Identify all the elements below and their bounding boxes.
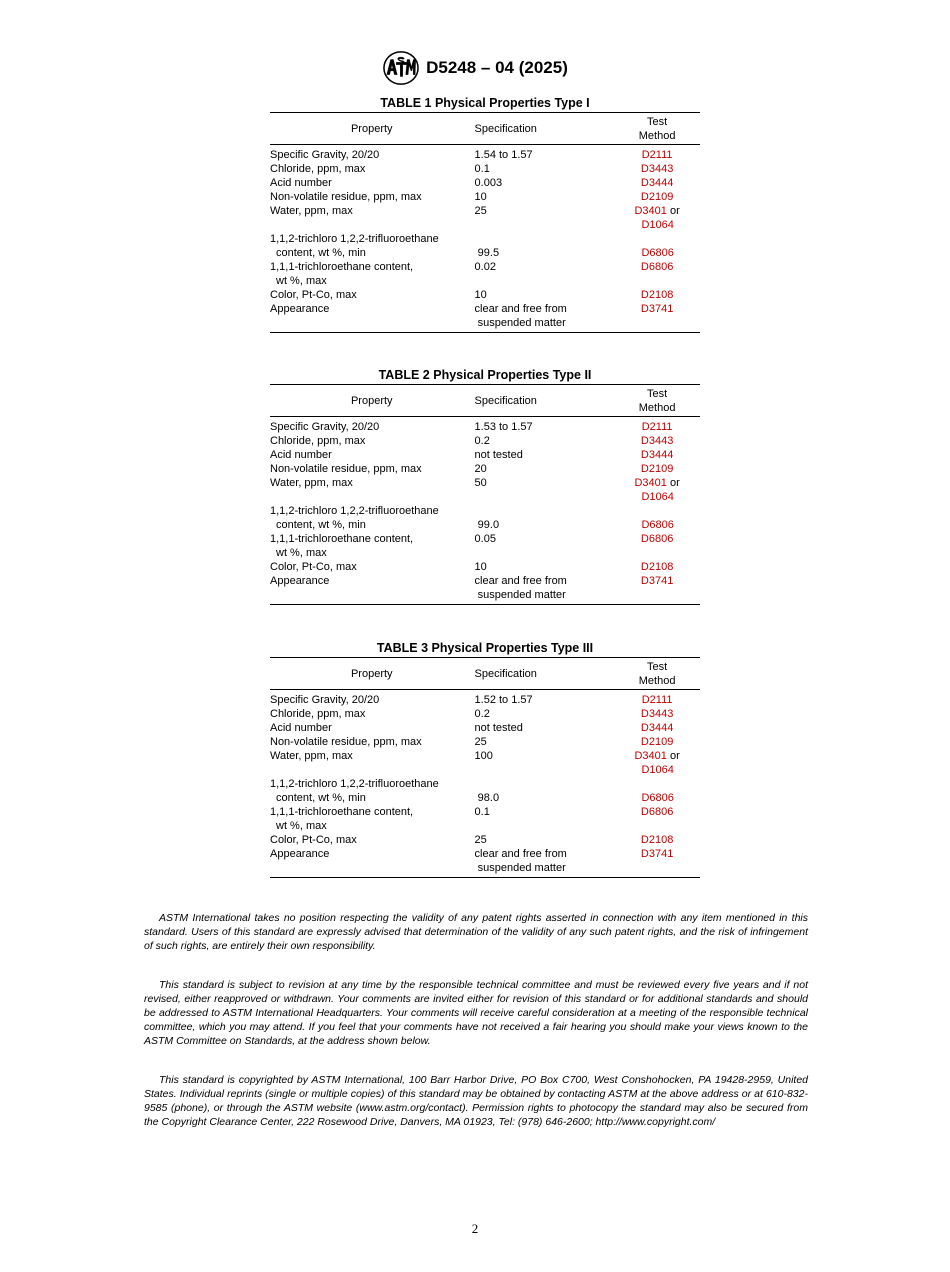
table-row — [270, 176, 700, 190]
table-row-line — [270, 232, 700, 246]
table-row — [270, 190, 700, 204]
test-method-cell — [615, 518, 700, 532]
table-body — [270, 690, 700, 875]
test-method-link[interactable]: D3401 — [634, 477, 667, 489]
property-cell: 1,1,1-trichloroethane content, — [270, 806, 414, 818]
test-method-cell — [614, 504, 700, 518]
specification-cell: 10 — [474, 561, 487, 573]
test-method-link[interactable]: D1064 — [641, 491, 674, 503]
property-cell: Specific Gravity, 20/20 — [270, 421, 380, 433]
table-row — [270, 777, 700, 805]
property-cell: Acid number — [270, 449, 332, 461]
property-cell — [270, 490, 477, 504]
test-method-cell — [614, 735, 700, 749]
test-method-suffix: or — [666, 750, 680, 762]
specification-cell: 10 — [474, 191, 487, 203]
specification-cell: 25 — [474, 834, 487, 846]
properties-table-3 — [270, 639, 700, 878]
specification-cell — [477, 218, 616, 232]
table-row-line — [270, 274, 700, 288]
specification-cell: suspended matter — [477, 317, 566, 329]
specification-cell: 100 — [474, 750, 493, 762]
table-row-line — [270, 434, 700, 448]
table-row-line — [270, 190, 700, 204]
table-row — [270, 462, 700, 476]
properties-table-1 — [270, 94, 700, 333]
specification-cell: 98.0 — [477, 792, 500, 804]
column-header-test-method-line: Test — [647, 387, 668, 400]
column-header-test-method — [614, 660, 700, 688]
column-header-test-method-line: Test — [647, 660, 668, 673]
table-header-row — [270, 385, 700, 417]
specification-cell: 20 — [474, 463, 487, 475]
test-method-cell — [615, 791, 700, 805]
table-row-line — [270, 148, 700, 162]
table-row — [270, 693, 700, 707]
property-cell: Water, ppm, max — [270, 750, 353, 762]
table-row-line — [270, 302, 700, 316]
table-row — [270, 162, 700, 176]
test-method-cell — [615, 490, 700, 504]
specification-cell — [477, 546, 616, 560]
specification-cell — [474, 777, 615, 791]
test-method-link[interactable]: D6806 — [640, 806, 674, 818]
table-row-line — [270, 721, 700, 735]
table-row — [270, 204, 700, 232]
test-method-link[interactable]: D3444 — [640, 449, 674, 461]
test-method-cell — [614, 176, 700, 190]
property-cell: Color, Pt-Co, max — [270, 561, 357, 573]
table-row — [270, 476, 700, 504]
table-title: TABLE 1 Physical Properties Type I — [380, 96, 590, 110]
specification-cell: 1.53 to 1.57 — [474, 421, 533, 433]
table-row-line — [270, 176, 700, 190]
property-cell: Chloride, ppm, max — [270, 163, 366, 175]
specification-cell: 99.0 — [477, 519, 500, 531]
specification-cell — [474, 504, 615, 518]
table-row-line — [270, 420, 700, 434]
test-method-link[interactable]: D2111 — [641, 421, 673, 433]
table-bottom-rule — [270, 332, 700, 333]
specification-cell: 0.05 — [474, 533, 496, 545]
astm-logo-icon — [382, 50, 420, 86]
table-row-line — [270, 833, 700, 847]
test-method-suffix: or — [666, 477, 680, 489]
table-bottom-rule — [270, 604, 700, 605]
test-method-cell — [615, 588, 700, 602]
notice-paragraph: ASTM International takes no position respecting the validity of any patent rights asserted in connection with any item mentioned in this standard. Users of this standard are expressly advised that determination of the validity of any such patent rights, and the risk of infringement of such rights, are entirely their own responsibility. — [144, 912, 808, 952]
specification-cell: 0.2 — [474, 708, 490, 720]
column-header-specification: Specification — [474, 122, 537, 135]
table-row — [270, 574, 700, 602]
table-row-line — [270, 316, 700, 330]
table-row-line — [270, 462, 700, 476]
column-header-property: Property — [350, 122, 393, 135]
table-row-line — [270, 847, 700, 861]
table-row-line — [270, 693, 700, 707]
notice-paragraph: This standard is copyrighted by ASTM International, 100 Barr Harbor Drive, PO Box C700, West Conshohocken, PA 19428-2959, United States. Individual reprints (single or multiple copies) of this standard may be obtained by contacting ASTM at the above address or at 610-832-9585 (phone), or through the ASTM website (www.astm.org/contact). Permission rights to photocopy the standard may also be secured from the Copyright Clearance Center, 222 Rosewood Drive, Danvers, MA 01923, Tel: (978) 646-2600; http://www.copyright.com/ — [144, 1074, 808, 1128]
table-row — [270, 420, 700, 434]
table-row — [270, 148, 700, 162]
property-cell: Appearance — [270, 575, 330, 587]
test-method-cell — [614, 448, 700, 462]
table-row — [270, 260, 700, 288]
specification-cell: 99.5 — [477, 247, 500, 259]
specification-cell: clear and free from — [474, 848, 567, 860]
test-method-cell — [615, 546, 700, 560]
test-method-link[interactable]: D6806 — [641, 247, 674, 259]
table-row-line — [270, 288, 700, 302]
column-header-test-method-line: Test — [647, 115, 668, 128]
test-method-cell — [614, 777, 700, 791]
table-row-line — [270, 204, 700, 218]
property-cell: 1,1,2-trichloro 1,2,2-trifluoroethane — [270, 233, 439, 245]
specification-cell: 1.54 to 1.57 — [474, 149, 533, 161]
table-row — [270, 560, 700, 574]
column-header-specification: Specification — [474, 667, 537, 680]
test-method-cell — [614, 288, 700, 302]
specification-cell — [477, 819, 616, 833]
test-method-link[interactable]: D2111 — [641, 694, 673, 706]
test-method-link[interactable]: D6806 — [641, 792, 674, 804]
column-header-property: Property — [350, 394, 393, 407]
test-method-cell — [614, 162, 700, 176]
test-method-cell — [614, 532, 700, 546]
test-method-cell — [615, 246, 700, 260]
table-row-line — [270, 546, 700, 560]
property-cell: Specific Gravity, 20/20 — [270, 694, 380, 706]
table-row-line — [270, 260, 700, 274]
test-method-cell — [614, 434, 700, 448]
table-row — [270, 805, 700, 833]
specification-cell: 0.1 — [474, 806, 490, 818]
test-method-cell — [614, 190, 700, 204]
test-method-link[interactable]: D3444 — [640, 177, 674, 189]
property-cell: 1,1,2-trichloro 1,2,2-trifluoroethane — [270, 778, 439, 790]
test-method-link[interactable]: D6806 — [640, 261, 674, 273]
test-method-link[interactable]: D1064 — [641, 219, 674, 231]
table-row-line — [270, 560, 700, 574]
specification-cell — [474, 232, 615, 246]
table-row — [270, 721, 700, 735]
column-header-test-method — [614, 115, 700, 143]
specification-cell: 1.52 to 1.57 — [474, 694, 533, 706]
specification-cell: suspended matter — [477, 862, 566, 874]
test-method-cell — [614, 302, 700, 316]
test-method-link[interactable]: D3443 — [640, 163, 674, 175]
table-row — [270, 735, 700, 749]
table-row — [270, 749, 700, 777]
table-bottom-rule — [270, 877, 700, 878]
table-row-line — [270, 777, 700, 791]
property-cell: Appearance — [270, 848, 330, 860]
test-method-link[interactable]: D3443 — [640, 708, 674, 720]
test-method-link[interactable]: D2108 — [640, 834, 674, 846]
test-method-cell — [614, 476, 700, 490]
table-title: TABLE 3 Physical Properties Type III — [376, 641, 594, 655]
test-method-link[interactable]: D2108 — [640, 561, 674, 573]
property-cell — [270, 763, 477, 777]
table-row-line — [270, 763, 700, 777]
property-cell: 1,1,1-trichloroethane content, — [270, 261, 414, 273]
table-row — [270, 434, 700, 448]
test-method-cell — [614, 574, 700, 588]
specification-cell: 0.1 — [474, 163, 490, 175]
property-cell: Non-volatile residue, ppm, max — [270, 191, 422, 203]
test-method-link[interactable]: D3444 — [640, 722, 674, 734]
table-row — [270, 504, 700, 532]
page-number: 2 — [471, 1221, 479, 1236]
table-row-line — [270, 707, 700, 721]
properties-table-2 — [270, 366, 700, 605]
table-row-line — [270, 504, 700, 518]
column-header-test-method-line: Method — [638, 674, 676, 687]
table-row — [270, 833, 700, 847]
test-method-link[interactable]: D2109 — [640, 736, 674, 748]
table-row-line — [270, 448, 700, 462]
table-row-line — [270, 246, 700, 260]
test-method-link[interactable]: D3401 — [634, 205, 667, 217]
test-method-cell — [614, 260, 700, 274]
table-row-line — [270, 805, 700, 819]
table-row-line — [270, 476, 700, 490]
test-method-link[interactable]: D2109 — [640, 191, 674, 203]
table-row-line — [270, 218, 700, 232]
test-method-link[interactable]: D3741 — [640, 575, 674, 587]
test-method-cell — [615, 274, 700, 288]
property-cell: Color, Pt-Co, max — [270, 289, 357, 301]
table-header-row — [270, 658, 700, 690]
table-row-line — [270, 588, 700, 602]
test-method-link[interactable]: D3741 — [640, 848, 674, 860]
table-row — [270, 448, 700, 462]
test-method-cell — [615, 218, 700, 232]
table-row-line — [270, 735, 700, 749]
property-cell: Water, ppm, max — [270, 477, 353, 489]
specification-cell: 25 — [474, 205, 487, 217]
column-header-test-method-line: Method — [638, 129, 676, 142]
test-method-link[interactable]: D6806 — [641, 519, 674, 531]
specification-cell — [477, 763, 616, 777]
test-method-cell — [614, 721, 700, 735]
specification-cell — [477, 490, 616, 504]
column-header-specification: Specification — [474, 394, 537, 407]
test-method-cell — [615, 819, 700, 833]
standard-designation: D5248 – 04 (2025) — [426, 58, 568, 77]
test-method-link[interactable]: D3741 — [640, 303, 674, 315]
table-row — [270, 232, 700, 260]
property-cell: Specific Gravity, 20/20 — [270, 149, 380, 161]
table-row-line — [270, 532, 700, 546]
property-cell: content, wt %, min — [276, 519, 366, 531]
test-method-cell — [614, 707, 700, 721]
specification-cell — [477, 274, 616, 288]
column-header-property: Property — [350, 667, 393, 680]
test-method-cell — [614, 204, 700, 218]
test-method-cell — [614, 749, 700, 763]
specification-cell: 0.2 — [474, 435, 490, 447]
property-cell: Non-volatile residue, ppm, max — [270, 736, 422, 748]
table-row-line — [270, 574, 700, 588]
test-method-cell — [615, 763, 700, 777]
column-header-test-method — [614, 387, 700, 415]
test-method-cell — [614, 847, 700, 861]
test-method-cell — [614, 420, 700, 434]
test-method-link[interactable]: D2111 — [641, 149, 673, 161]
test-method-link[interactable]: D3401 — [634, 750, 667, 762]
property-cell: Non-volatile residue, ppm, max — [270, 463, 422, 475]
table-row — [270, 847, 700, 875]
property-cell — [270, 218, 477, 232]
table-title: TABLE 2 Physical Properties Type II — [378, 368, 592, 382]
specification-cell: not tested — [474, 449, 523, 461]
specification-cell: 0.02 — [474, 261, 496, 273]
property-cell — [270, 861, 477, 875]
property-cell: Appearance — [270, 303, 330, 315]
specification-cell: 25 — [474, 736, 487, 748]
test-method-cell — [615, 861, 700, 875]
property-cell: Chloride, ppm, max — [270, 435, 366, 447]
notices-section — [144, 911, 808, 1129]
table-row — [270, 532, 700, 560]
specification-cell: 10 — [474, 289, 487, 301]
property-cell — [270, 588, 477, 602]
property-cell: Color, Pt-Co, max — [270, 834, 357, 846]
property-cell: Acid number — [270, 177, 332, 189]
property-cell — [270, 316, 477, 330]
specification-cell: not tested — [474, 722, 523, 734]
specification-cell: 0.003 — [474, 177, 503, 189]
property-cell: 1,1,1-trichloroethane content, — [270, 533, 414, 545]
test-method-cell — [614, 833, 700, 847]
test-method-cell — [614, 693, 700, 707]
test-method-cell — [614, 462, 700, 476]
property-cell: Chloride, ppm, max — [270, 708, 366, 720]
table-row-line — [270, 791, 700, 805]
test-method-link[interactable]: D3443 — [640, 435, 674, 447]
property-cell: Acid number — [270, 722, 332, 734]
table-row-line — [270, 490, 700, 504]
column-header-test-method-line: Method — [638, 401, 676, 414]
page-header — [0, 50, 950, 86]
property-cell: 1,1,2-trichloro 1,2,2-trifluoroethane — [270, 505, 439, 517]
table-row-line — [270, 819, 700, 833]
test-method-link[interactable]: D2109 — [640, 463, 674, 475]
property-cell: content, wt %, min — [276, 247, 366, 259]
property-cell: wt %, max — [276, 820, 327, 832]
property-cell: wt %, max — [276, 275, 327, 287]
test-method-suffix: or — [666, 205, 680, 217]
test-method-cell — [614, 805, 700, 819]
specification-cell: clear and free from — [474, 575, 567, 587]
test-method-cell — [614, 560, 700, 574]
specification-cell: suspended matter — [477, 589, 566, 601]
specification-cell: clear and free from — [474, 303, 567, 315]
table-row — [270, 288, 700, 302]
table-row-line — [270, 162, 700, 176]
table-row — [270, 302, 700, 330]
table-row-line — [270, 749, 700, 763]
table-row-line — [270, 861, 700, 875]
test-method-cell — [615, 316, 700, 330]
specification-cell: 50 — [474, 477, 487, 489]
table-body — [270, 417, 700, 602]
table-header-row — [270, 113, 700, 145]
test-method-link[interactable]: D6806 — [640, 533, 674, 545]
test-method-cell — [614, 148, 700, 162]
test-method-cell — [614, 232, 700, 246]
table-row-line — [270, 518, 700, 532]
property-cell: Water, ppm, max — [270, 205, 353, 217]
notice-paragraph: This standard is subject to revision at any time by the responsible technical committee and must be reviewed every five years and if not revised, either reapproved or withdrawn. Your comments are invited either for revision of this standard or for additional standards and should be addressed to ASTM International Headquarters. Your comments will receive careful consideration at a meeting of the responsible technical committee, which you may attend. If you feel that your comments have not received a fair hearing you should make your views known to the ASTM Committee on Standards, at the address shown below. — [144, 979, 808, 1047]
table-row — [270, 707, 700, 721]
property-cell: content, wt %, min — [276, 792, 366, 804]
property-cell: wt %, max — [276, 547, 327, 559]
test-method-link[interactable]: D2108 — [640, 289, 674, 301]
test-method-link[interactable]: D1064 — [641, 764, 674, 776]
table-body — [270, 145, 700, 330]
